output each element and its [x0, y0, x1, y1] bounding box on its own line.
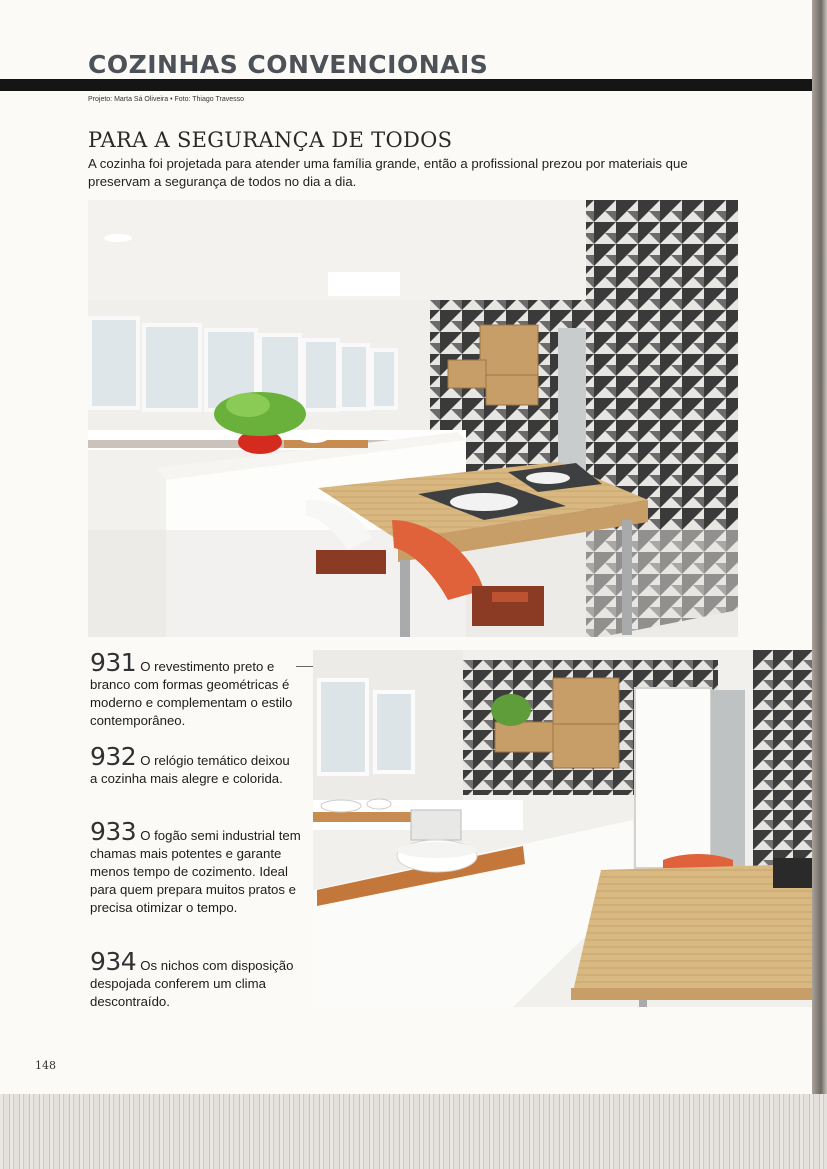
article-intro: A cozinha foi projetada para atender uma família grande, então a profissional prezou por materiais que preservam a segurança de todos no dia a dia.	[88, 156, 688, 189]
tip-931	[90, 648, 304, 730]
book-spine	[812, 0, 827, 1094]
tip-number: 934	[90, 947, 137, 976]
tip-number: 932	[90, 742, 137, 771]
kitchen-photo-main	[88, 200, 738, 637]
kitchen-photo-detail	[313, 650, 812, 1007]
tip-number: 931	[90, 648, 137, 677]
tip-text: O revestimento preto e branco com formas geométricas é moderno e complementam o estilo contemporâneo.	[90, 659, 293, 728]
kitchen-photo-main-illustration	[88, 200, 738, 637]
tip-933	[90, 817, 304, 917]
tip-text: O fogão semi industrial tem chamas mais potentes e garante menos tempo de cozimento. Ideal para quem prepara muitos pratos e precisa otimizar o tempo.	[90, 828, 301, 915]
article-heading: PARA A SEGURANÇA DE TODOS	[88, 128, 453, 152]
scanner-edge	[0, 1094, 827, 1169]
tip-934	[90, 947, 304, 1011]
tip-text: Os nichos com disposição despojada conferem um clima descontraído.	[90, 958, 294, 1009]
photo-credits: Projeto: Marta Sá Oliveira • Foto: Thiago Travesso	[88, 96, 244, 103]
page-number: 148	[35, 1059, 56, 1072]
tip-number: 933	[90, 817, 137, 846]
tip-932	[90, 742, 290, 788]
tip-text: O relógio temático deixou a cozinha mais alegre e colorida.	[90, 753, 290, 786]
kitchen-photo-detail-illustration	[313, 650, 812, 1007]
header-rule	[0, 79, 812, 91]
section-title: COZINHAS CONVENCIONAIS	[88, 50, 489, 79]
